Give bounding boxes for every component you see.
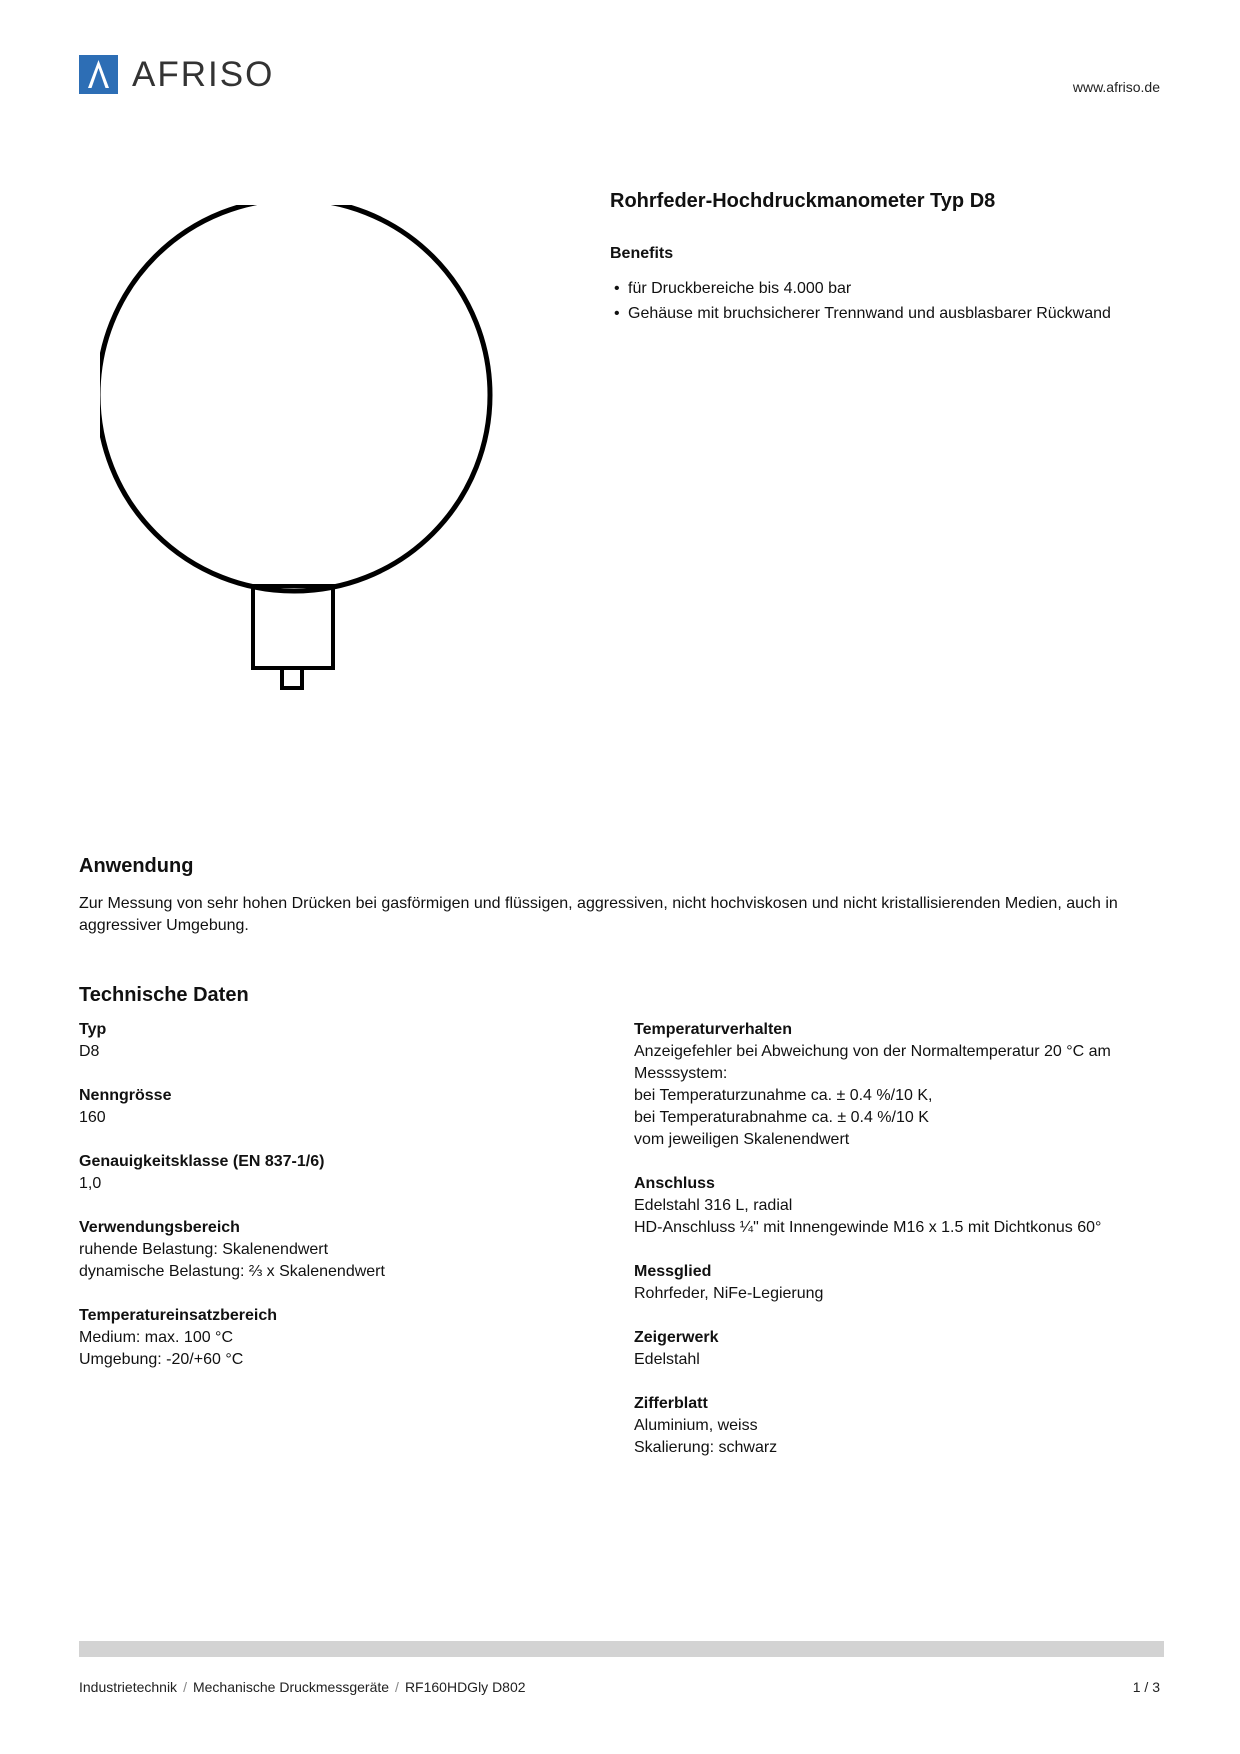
- spec-label: Verwendungsbereich: [79, 1219, 240, 1236]
- afriso-logo-icon: [79, 55, 118, 94]
- spec-value: Skalierung: schwarz: [634, 1439, 778, 1456]
- breadcrumb-separator: /: [395, 1679, 399, 1695]
- anwendung-heading: Anwendung: [79, 855, 194, 877]
- afriso-logo: [79, 55, 274, 94]
- footer-divider-bar: [79, 1641, 1164, 1657]
- benefits-heading: Benefits: [610, 245, 674, 262]
- specs-left-column: [79, 1019, 579, 1393]
- spec-nenngroesse: [79, 1085, 579, 1129]
- spec-value: Edelstahl 316 L, radial: [634, 1197, 793, 1214]
- breadcrumb-item[interactable]: Industrietechnik: [79, 1679, 178, 1695]
- spec-genauigkeitsklasse: [79, 1151, 579, 1195]
- spec-zifferblatt: [634, 1393, 1174, 1459]
- spec-temperaturverhalten: [634, 1019, 1174, 1151]
- spec-zeigerwerk: [634, 1327, 1174, 1371]
- benefit-item: • für Druckbereiche bis 4.000 bar: [614, 276, 1111, 301]
- spec-value: Messsystem:: [634, 1065, 728, 1082]
- logo-wordmark: AFRISO: [132, 55, 275, 94]
- benefits-list: [614, 276, 1111, 326]
- product-title: Rohrfeder-Hochdruckmanometer Typ D8: [610, 190, 996, 212]
- spec-label: Nenngrösse: [79, 1087, 172, 1104]
- spec-value: Anzeigefehler bei Abweichung von der Normaltemperatur 20 °C am: [634, 1043, 1111, 1060]
- spec-label: Zeigerwerk: [634, 1329, 719, 1346]
- gauge-connection-outline: [282, 668, 302, 688]
- specs-right-column: [634, 1019, 1174, 1481]
- spec-value: vom jeweiligen Skalenendwert: [634, 1131, 850, 1148]
- gauge-case-outline: [100, 205, 490, 591]
- breadcrumb-separator: /: [183, 1679, 187, 1695]
- breadcrumb: [79, 1679, 526, 1695]
- spec-value: Edelstahl: [634, 1351, 700, 1368]
- benefit-item: • Gehäuse mit bruchsicherer Trennwand und ausblasbarer Rückwand: [614, 301, 1111, 326]
- spec-value: bei Temperaturabnahme ca. ± 0.4 %/10 K: [634, 1109, 929, 1126]
- spec-value: HD-Anschluss ¼" mit Innengewinde M16 x 1.5 mit Dichtkonus 60°: [634, 1219, 1102, 1236]
- spec-value: Aluminium, weiss: [634, 1417, 758, 1434]
- spec-value: dynamische Belastung: ⅔ x Skalenendwert: [79, 1263, 385, 1280]
- spec-label: Zifferblatt: [634, 1395, 708, 1412]
- spec-value: bei Temperaturzunahme ca. ± 0.4 %/10 K,: [634, 1087, 933, 1104]
- spec-value: Rohrfeder, NiFe-Legierung: [634, 1285, 824, 1302]
- spec-value: D8: [79, 1043, 100, 1060]
- spec-value: 1,0: [79, 1175, 102, 1192]
- technische-daten-heading: Technische Daten: [79, 984, 249, 1006]
- spec-typ: [79, 1019, 579, 1063]
- spec-temperatureinsatzbereich: [79, 1305, 579, 1371]
- spec-label: Messglied: [634, 1263, 712, 1280]
- spec-label: Genauigkeitsklasse (EN 837-1/6): [79, 1153, 325, 1170]
- page-number: 1 / 3: [1132, 1679, 1160, 1695]
- spec-anschluss: [634, 1173, 1174, 1239]
- spec-label: Temperaturverhalten: [634, 1021, 792, 1038]
- spec-label: Typ: [79, 1021, 107, 1038]
- website-link[interactable]: www.afriso.de: [1072, 79, 1160, 95]
- spec-value: 160: [79, 1109, 106, 1126]
- spec-messglied: [634, 1261, 1174, 1305]
- breadcrumb-item[interactable]: Mechanische Druckmessgeräte: [192, 1679, 390, 1695]
- spec-verwendungsbereich: [79, 1217, 579, 1283]
- breadcrumb-item[interactable]: RF160HDGly D802: [404, 1679, 526, 1695]
- manometer-drawing: [100, 205, 570, 785]
- spec-value: ruhende Belastung: Skalenendwert: [79, 1241, 329, 1258]
- spec-label: Temperatureinsatzbereich: [79, 1307, 277, 1324]
- spec-label: Anschluss: [634, 1175, 715, 1192]
- anwendung-text: Zur Messung von sehr hohen Drücken bei gasförmigen und flüssigen, aggressiven, nicht hochviskosen und nicht kristallisierenden Medien, auch in aggressiver Umgebung.: [79, 895, 1118, 934]
- spec-value: Medium: max. 100 °C: [79, 1329, 234, 1346]
- gauge-socket-outline: [253, 586, 333, 668]
- spec-value: Umgebung: -20/+60 °C: [79, 1351, 244, 1368]
